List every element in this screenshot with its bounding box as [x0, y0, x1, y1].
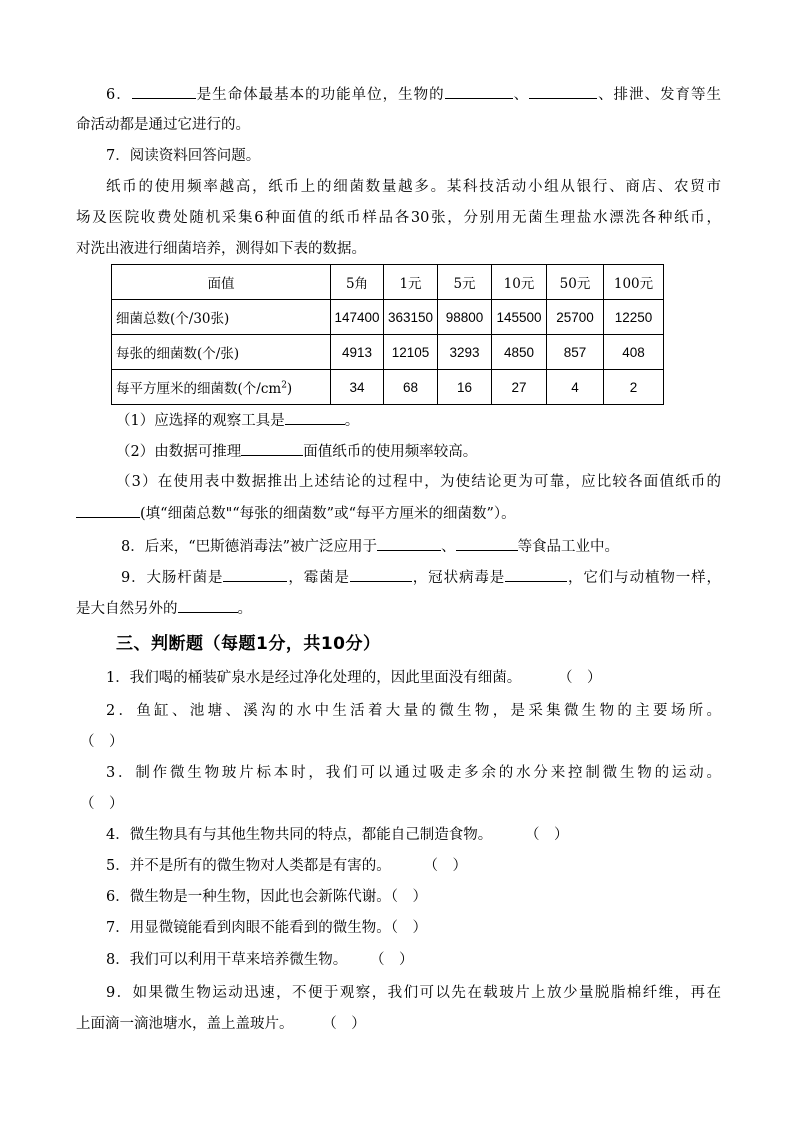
q9-blank-3[interactable] [505, 567, 567, 582]
table-header-row [112, 265, 664, 300]
table-cell: 408 [604, 335, 664, 370]
q6-line1 [106, 84, 721, 105]
table-row [112, 335, 664, 370]
row-label-text: 每平方厘米的细菌数(个/cm [116, 381, 282, 397]
row-label-end: ) [286, 381, 293, 397]
q9-end: 。 [237, 601, 252, 617]
answer-bracket[interactable]: （ ） [329, 1016, 366, 1032]
table-cell: 98800 [438, 300, 492, 335]
answer-bracket[interactable]: （ ） [80, 796, 124, 812]
q8-sep: 、 [441, 539, 456, 555]
tf-item-text: 上面滴一滴池塘水，盖上盖玻片。 [76, 1016, 294, 1032]
row-label: 每张的细菌数(个/张) [112, 335, 331, 370]
tf-item-text: 8．我们可以利用干草来培养微生物。 [106, 952, 348, 968]
q7-sub3-end: (填“细菌总数"“每张的细菌数”或“每平方厘米的细菌数”）。 [140, 506, 516, 522]
table-cell: 68 [384, 370, 438, 405]
table-cell: 4850 [492, 335, 547, 370]
q9-line2 [76, 598, 721, 619]
tf-item-4 [106, 825, 721, 845]
q8-line [121, 536, 721, 557]
header-cell: 10元 [492, 265, 547, 300]
answer-bracket[interactable]: （ ） [390, 889, 427, 905]
q7-title: 7．阅读资料回答问题。 [106, 148, 261, 164]
q9-text-3: ，冠状病毒是 [411, 570, 506, 586]
table-cell: 857 [547, 335, 604, 370]
q6-sep: 、 [512, 87, 530, 103]
tf-item-1 [106, 668, 721, 688]
q9-blank-4[interactable] [178, 598, 238, 613]
table-cell: 145500 [492, 300, 547, 335]
table-cell: 27 [492, 370, 547, 405]
q8-blank-1[interactable] [377, 536, 441, 551]
q6-number: 6． [106, 87, 132, 103]
answer-bracket[interactable]: （ ） [565, 670, 602, 686]
table-cell: 12250 [604, 300, 664, 335]
header-cell: 1元 [384, 265, 438, 300]
table-row [112, 300, 664, 335]
q8-text: 8．后来，“巴斯德消毒法”被广泛应用于 [121, 539, 378, 555]
tf-item-text: 7．用显微镜能看到肉眼不能看到的微生物。 [106, 920, 391, 936]
tf-item-5 [106, 856, 721, 876]
q8-blank-2[interactable] [456, 536, 518, 551]
table-cell: 3293 [438, 335, 492, 370]
answer-bracket[interactable]: （ ） [80, 734, 124, 750]
answer-bracket[interactable]: （ ） [390, 920, 427, 936]
tf-item-3: 3．制作微生物玻片标本时，我们可以通过吸走多余的水分来控制微生物的运动。 [106, 765, 721, 781]
q6-blank-1[interactable] [132, 84, 196, 99]
tf-item-8 [106, 950, 721, 970]
q7-sub2-end: 面值纸币的使用频率较高。 [303, 444, 478, 460]
table-cell: 4 [547, 370, 604, 405]
q8-end: 等食品工业中。 [517, 539, 620, 555]
answer-bracket[interactable]: （ ） [532, 827, 569, 843]
table-row [112, 370, 664, 405]
tf-item-7 [106, 918, 721, 938]
table-cell: 16 [438, 370, 492, 405]
q6-blank-2[interactable] [445, 84, 513, 99]
q7-sub1 [116, 410, 721, 431]
section-heading: 三、判断题（每题1分，共10分） [116, 634, 381, 654]
q7-sub3-line1: （3）在使用表中数据推出上述结论的过程中，为使结论更为可靠，应比较各面值纸币的 [116, 474, 721, 490]
header-cell: 50元 [547, 265, 604, 300]
tf-item-text: 4．微生物具有与其他生物共同的特点，都能自己制造食物。 [106, 827, 493, 843]
q7-sub2-blank[interactable] [241, 441, 303, 456]
q6-text-end: 、排泄、发育等生 [597, 87, 722, 103]
table-cell: 4913 [331, 335, 384, 370]
q6-text: 是生命体最基本的功能单位，生物的 [195, 87, 445, 103]
table-cell: 147400 [331, 300, 384, 335]
q9-text: 9．大肠杆菌是 [121, 570, 224, 586]
q9-cont-text: 是大自然另外的 [76, 601, 178, 617]
header-cell: 5元 [438, 265, 492, 300]
tf-item-text: 6．微生物是一种生物，因此也会新陈代谢。 [106, 889, 391, 905]
table-cell: 12105 [384, 335, 438, 370]
tf-item-9: 9．如果微生物运动迅速，不便于观察，我们可以先在载玻片上放少量脱脂棉纤维，再在 [106, 985, 721, 1001]
tf-item-6 [106, 887, 721, 907]
q7-sub3-blank[interactable] [76, 503, 140, 518]
tf-item-text: 5．并不是所有的微生物对人类都是有害的。 [106, 858, 391, 874]
header-cell: 100元 [604, 265, 664, 300]
q9-text-4: ，它们与动植物一样， [567, 570, 722, 586]
header-cell: 面值 [112, 265, 331, 300]
q7-sub3-line2 [76, 503, 721, 524]
q6-line2: 命活动都是通过它进行的。 [76, 117, 250, 133]
bacteria-table [111, 264, 664, 405]
q7-sub1-end: 。 [344, 413, 360, 429]
q7-sub1-blank[interactable] [285, 410, 345, 425]
header-cell: 5角 [331, 265, 384, 300]
table-cell: 2 [604, 370, 664, 405]
tf-item-9-cont [76, 1014, 721, 1034]
q7-sub2 [116, 441, 721, 462]
q9-text-2: ，霉菌是 [287, 570, 350, 586]
answer-bracket[interactable]: （ ） [430, 858, 467, 874]
tf-item-text: 1．我们喝的桶装矿泉水是经过净化处理的，因此里面没有细菌。 [106, 670, 522, 686]
q7-paragraph-line2: 场及医院收费处随机采集6种面值的纸币样品各30张，分别用无菌生理盐水漂洗各种纸币， [76, 210, 721, 226]
answer-bracket[interactable]: （ ） [377, 952, 414, 968]
tf-item-2: 2．鱼缸、池塘、溪沟的水中生活着大量的微生物，是采集微生物的主要场所。 [106, 703, 721, 719]
table-cell: 34 [331, 370, 384, 405]
q7-sub2-text: （2）由数据可推理 [116, 444, 242, 460]
row-label [112, 370, 331, 405]
row-label: 细菌总数(个/30张) [112, 300, 331, 335]
q7-paragraph-line3: 对洗出液进行细菌培养，测得如下表的数据。 [76, 241, 366, 257]
q7-paragraph-line1: 纸币的使用频率越高，纸币上的细菌数量越多。某科技活动小组从银行、商店、农贸市 [106, 179, 721, 195]
table-cell: 363150 [384, 300, 438, 335]
q7-sub1-text: （1）应选择的观察工具是 [116, 413, 285, 429]
q9-line1 [121, 567, 721, 588]
q9-blank-1[interactable] [223, 567, 287, 582]
table-cell: 25700 [547, 300, 604, 335]
q9-blank-2[interactable] [350, 567, 412, 582]
unit-superscript: 2 [281, 380, 287, 391]
q6-blank-3[interactable] [529, 84, 597, 99]
